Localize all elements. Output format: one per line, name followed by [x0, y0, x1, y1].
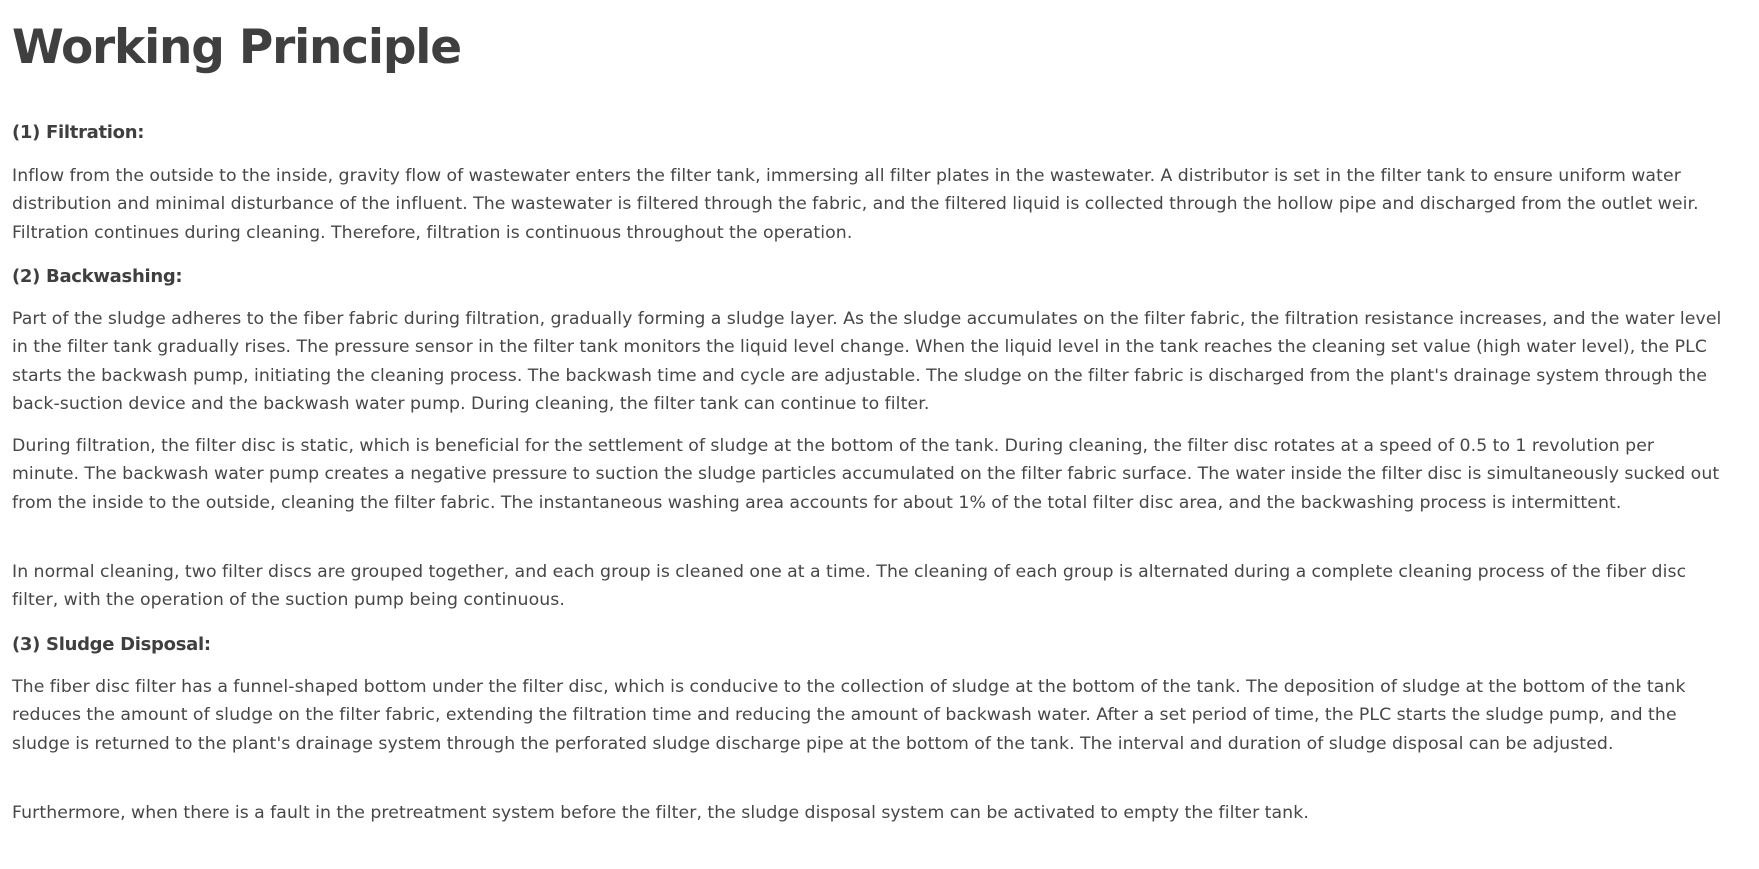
paragraph-filtration: Inflow from the outside to the inside, gravity flow of wastewater enters the filter tank, immersing all filter plates in the wastewater. A distributor is set in the filter tank to ensure uniform water distribution and minimal disturbance of the influent. The wastewater is filtered through the fabric, and the filtered liquid is collected through the hollow pipe and discharged from the outlet weir. Filtration continues during cleaning. Therefore, filtration is continuous throughout the operation.: [12, 166, 1699, 243]
page-title: Working Principle: [12, 20, 461, 75]
paragraph-sludge-disposal-2: Furthermore, when there is a fault in the pretreatment system before the filter, the sludge disposal system can be activated to empty the filter tank.: [12, 803, 1309, 823]
section-heading-backwashing: (2) Backwashing:: [12, 266, 183, 287]
paragraph-backwashing-1: Part of the sludge adheres to the fiber fabric during filtration, gradually forming a sludge layer. As the sludge accumulates on the filter fabric, the filtration resistance increases, and the water level in the filter tank gradually rises. The pressure sensor in the filter tank monitors the liquid level change. When the liquid level in the tank reaches the cleaning set value (high water level), the PLC starts the backwash pump, initiating the cleaning process. The backwash time and cycle are adjustable. The sludge on the filter fabric is discharged from the plant's drainage system through the back-suction device and the backwash water pump. During cleaning, the filter tank can continue to filter.: [12, 309, 1722, 415]
section-heading-filtration: (1) Filtration:: [12, 122, 145, 143]
paragraph-backwashing-2: During filtration, the filter disc is static, which is beneficial for the settlement of sludge at the bottom of the tank. During cleaning, the filter disc rotates at a speed of 0.5 to 1 revolution per minute. The backwash water pump creates a negative pressure to suction the sludge particles accumulated on the filter fabric surface. The water inside the filter disc is simultaneously sucked out from the inside to the outside, cleaning the filter fabric. The instantaneous washing area accounts for about 1% of the total filter disc area, and the backwashing process is intermittent.: [12, 436, 1720, 513]
paragraph-backwashing-3: In normal cleaning, two filter discs are grouped together, and each group is cleaned one at a time. The cleaning of each group is alternated during a complete cleaning process of the fiber disc filter, with the operation of the suction pump being continuous.: [12, 562, 1687, 611]
section-heading-sludge-disposal: (3) Sludge Disposal:: [12, 634, 211, 655]
paragraph-sludge-disposal-1: The fiber disc filter has a funnel-shaped bottom under the filter disc, which is conducive to the collection of sludge at the bottom of the tank. The deposition of sludge at the bottom of the tank reduces the amount of sludge on the filter fabric, extending the filtration time and reducing the amount of backwash water. After a set period of time, the PLC starts the sludge pump, and the sludge is returned to the plant's drainage system through the perforated sludge discharge pipe at the bottom of the tank. The interval and duration of sludge disposal can be adjusted.: [12, 677, 1686, 754]
document-body: [12, 0, 1722, 823]
